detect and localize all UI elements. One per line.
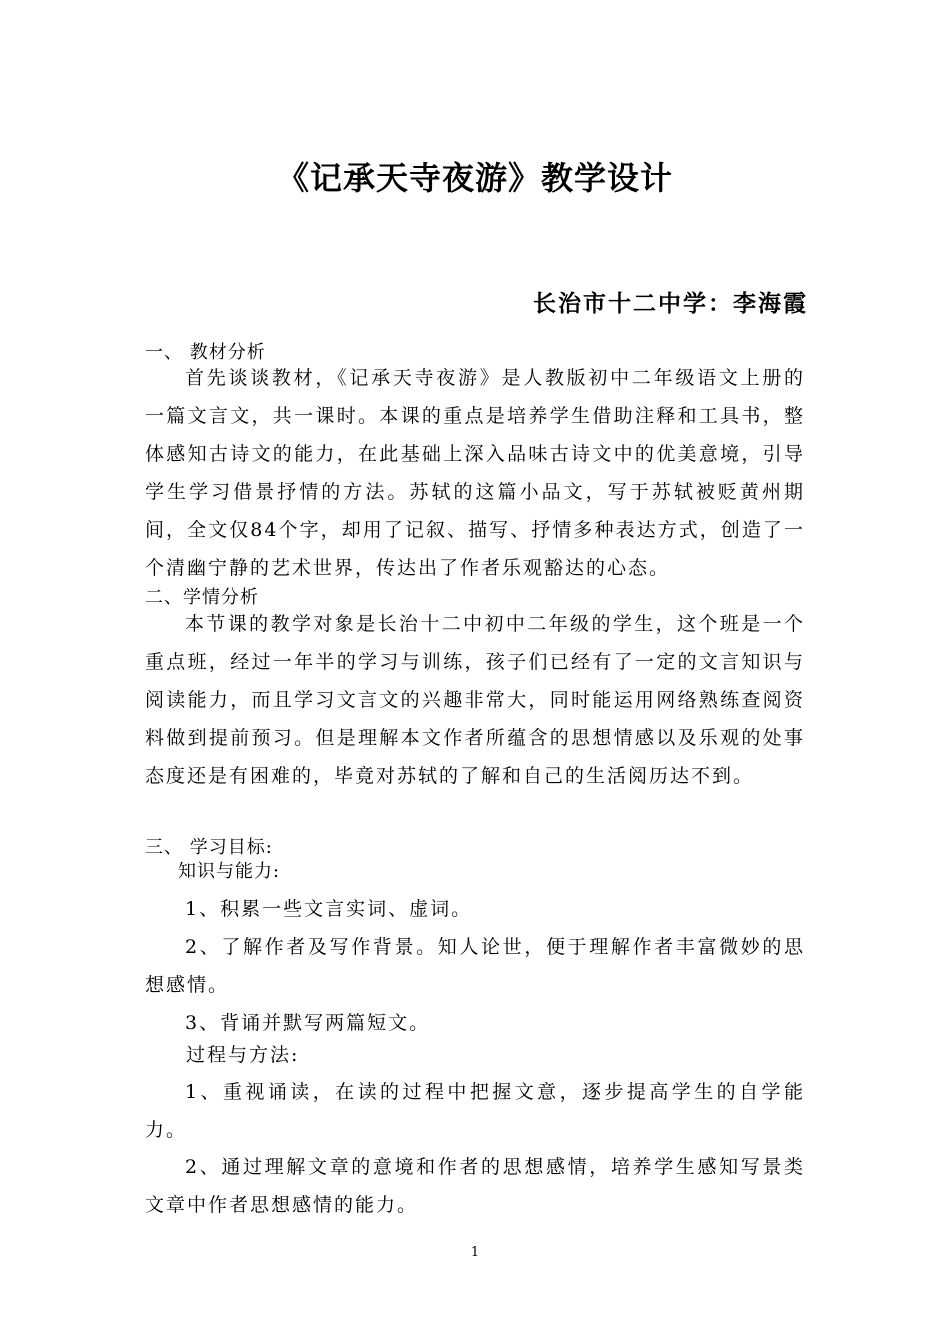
knowledge-item-1: 1、积累一些文言实词、虚词。 (185, 898, 473, 920)
document-title: 《记承天寺夜游》教学设计 (276, 159, 673, 197)
process-item-2: 2、通过理解文章的意境和作者的思想感情，培养学生感知写景类文章中作者思想感情的能力。 (145, 1156, 805, 1216)
section-heading-student-analysis: 二、学情分析 (145, 587, 259, 608)
section-heading-textbook-analysis: 一、 教材分析 (145, 342, 266, 363)
subheading-knowledge-ability: 知识与能力: (178, 861, 281, 882)
page-number: 1 (470, 1245, 480, 1260)
paragraph-student-analysis: 本节课的教学对象是长治十二中初中二年级的学生，这个班是一个重点班，经过一年半的学习与训练，孩子们已经有了一定的文言知识与阅读能力，而且学习文言文的兴趣非常大，同时能运用网络熟练查阅资料做到提前预习。但是理解本文作者所蕴含的思想情感以及乐观的处事态度还是有困难的，毕竟对苏轼的了解和自己的生活阅历达不到。 (145, 613, 805, 787)
section-heading-learning-objectives: 三、 学习目标: (145, 837, 273, 858)
paragraph-textbook-analysis: 首先谈谈教材，《记承天寺夜游》是人教版初中二年级语文上册的一篇文言文，共一课时。本课的重点是培养学生借助注释和工具书，整体感知古诗文的能力，在此基础上深入品味古诗文中的优美意境，引导学生学习借景抒情的方法。苏轼的这篇小品文，写于苏轼被贬黄州期间，全文仅84个字，却用了记叙、描写、抒情多种表达方式，创造了一个清幽宁静的艺术世界，传达出了作者乐观豁达的心态。 (145, 367, 805, 579)
knowledge-item-3: 3、背诵并默写两篇短文。 (185, 1012, 431, 1034)
process-item-1: 1、重视诵读，在读的过程中把握文意，逐步提高学生的自学能力。 (145, 1081, 805, 1141)
subheading-process-method: 过程与方法: (186, 1044, 300, 1066)
knowledge-item-2: 2、了解作者及写作背景。知人论世，便于理解作者丰富微妙的思想感情。 (145, 936, 805, 996)
author-line: 长治市十二中学：李海霞 (533, 291, 808, 317)
